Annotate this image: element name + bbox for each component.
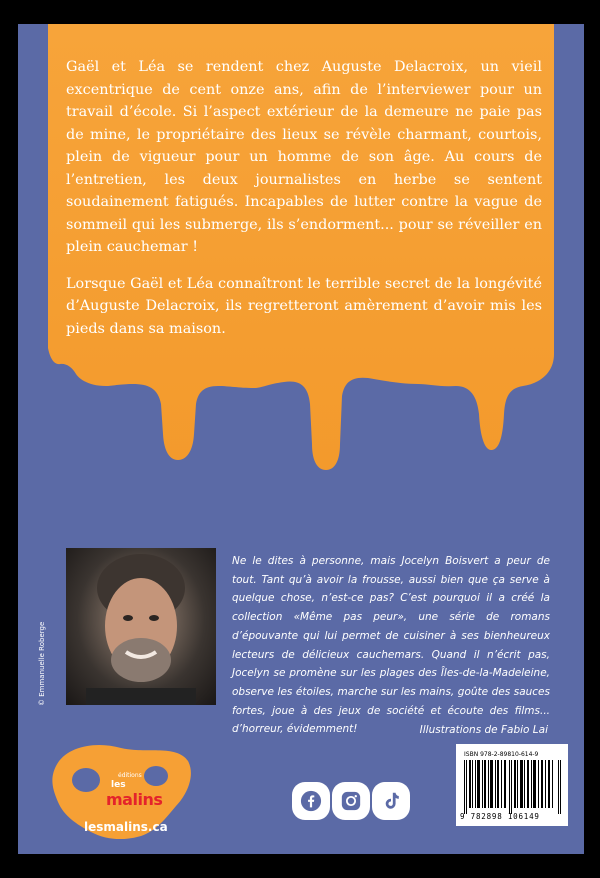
tiktok-icon[interactable] <box>372 782 410 820</box>
author-photo <box>66 548 216 705</box>
isbn-label: ISBN 978-2-89810-614-9 <box>464 751 539 758</box>
instagram-icon[interactable] <box>332 782 370 820</box>
isbn-barcode-box <box>456 744 568 826</box>
barcode <box>464 760 562 814</box>
publisher-url[interactable]: lesmalins.ca <box>84 820 168 834</box>
photo-credit: © Emmanuelle Roberge <box>38 621 46 706</box>
back-cover <box>18 24 584 854</box>
author-portrait-illustration <box>66 548 216 705</box>
publisher-logo-editions: éditions <box>118 772 142 779</box>
synopsis <box>66 56 542 354</box>
illustrator-credit: Illustrations de Fabio Lai <box>419 724 548 736</box>
synopsis-paragraph-2: Lorsque Gaël et Léa connaîtront le terrible secret de la longévité d’Auguste Delacroix, ils regretteront amèrement d’avoir mis les pieds dans sa maison. <box>66 275 542 337</box>
synopsis-paragraph-1: Gaël et Léa se rendent chez Auguste Delacroix, un vieil excentrique de cent onze ans, afin de l’interviewer pour un travail d’école. Si l’aspect extérieur de la demeure ne paie pas de mine, le propriétaire des lieux se révèle charmant, courtois, plein de vigueur pour un homme de son âge. Au cours de l’entretien, les deux journalistes en herbe se sentent soudainement fatigués. Incapables de lutter contre la vague de sommeil qui les submerge, ils s’endorment... pour se réveiller en plein cauchemar ! <box>66 59 542 255</box>
publisher-logo-malins: malins <box>106 790 163 809</box>
author-bio: Ne le dites à personne, mais Jocelyn Boisvert a peur de tout. Tant qu’à avoir la frousse, aussi bien que ça serve à quelque chose, n’est-ce pas? C’est pourquoi il a créé la collection «Même pas peur», une série de romans d’épouvante qui lui permet de cuisiner à ses bienheureux lecteurs de délicieux cauchemars. Quand il n’écrit pas, Jocelyn se promène sur les plages des Îles-de-la-Madeleine, observe les étoiles, marche sur les mains, goûte des sauces fortes, joue à des jeux de société et écoute des films... d’horreur, évidemment! <box>232 555 550 736</box>
publisher-logo-les: les <box>111 780 126 790</box>
isbn-digits: 9 782898 106149 <box>460 812 540 821</box>
facebook-icon[interactable] <box>292 782 330 820</box>
